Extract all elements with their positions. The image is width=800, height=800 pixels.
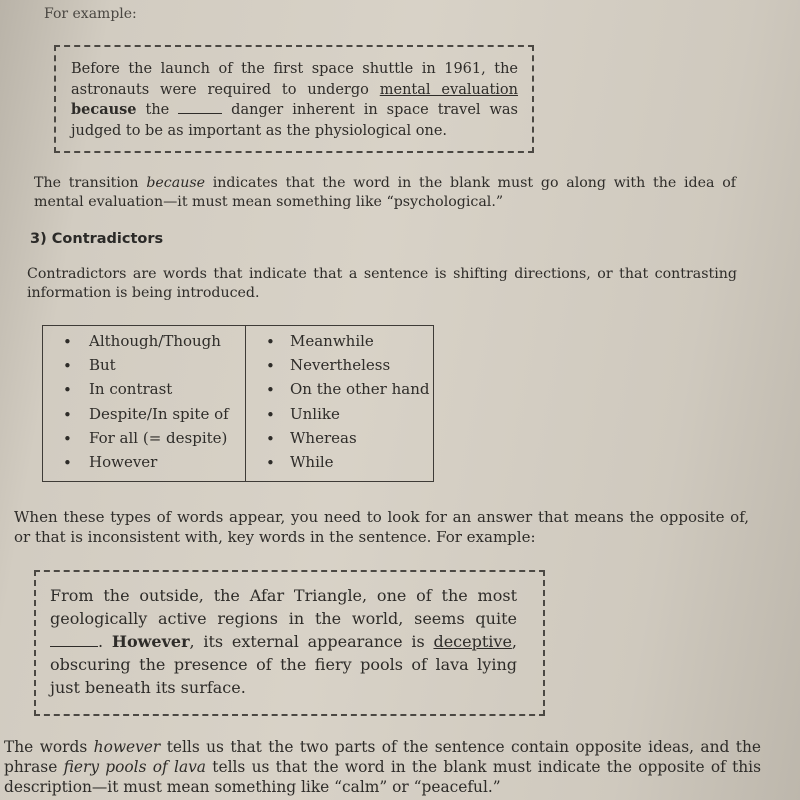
bullet-icon: • xyxy=(266,333,275,351)
box2-text-2: , its external appearance is xyxy=(189,632,434,651)
section-heading: 3) Contradictors xyxy=(30,231,164,247)
box2-underlined: deceptive xyxy=(433,632,512,651)
word: While xyxy=(290,453,334,472)
explanation-paragraph-3: When these types of words appear, you need to look for an answer that means the opposite of, or that is inconsistent with, key words in the sentence. For example: xyxy=(14,508,749,546)
box2-text-3: , obscuring the presence of the fiery pools of lava lying just beneath its surface. xyxy=(50,632,517,697)
example-box-2 xyxy=(34,570,545,716)
word: But xyxy=(89,356,116,375)
list-item xyxy=(43,450,245,474)
example-lead: For example: xyxy=(44,6,137,22)
contradictor-word-table xyxy=(42,325,434,482)
word: Whereas xyxy=(290,428,357,447)
word: Despite/In spite of xyxy=(89,404,229,423)
bullet-icon: • xyxy=(266,381,275,400)
box2-period: . xyxy=(98,632,104,651)
bullet-icon: • xyxy=(63,381,72,400)
p4-a: The words xyxy=(4,738,94,756)
word: On the other hand xyxy=(290,380,430,399)
p1-a: The transition xyxy=(34,175,147,191)
bullet-icon: • xyxy=(266,429,275,448)
list-item xyxy=(246,377,433,401)
word: Nevertheless xyxy=(290,356,391,375)
box1-text-2: the xyxy=(136,102,179,118)
list-item xyxy=(246,329,433,353)
word: In contrast xyxy=(89,380,173,399)
list-item xyxy=(246,402,433,426)
contradictors-intro: Contradictors are words that indicate that a sentence is shifting directions, or that contrasting information is being introduced. xyxy=(27,266,737,301)
box1-text-3: danger inherent in space travel was judged to be as important as the physiological one. xyxy=(71,102,518,139)
word: Although/Though xyxy=(89,332,221,350)
p4-b: tells us that the two parts of the sentence contain opposite ideas, and the phrase xyxy=(4,738,761,776)
p4-italic-1: however xyxy=(93,738,161,756)
list-item xyxy=(246,450,433,474)
bullet-icon: • xyxy=(63,454,72,473)
box1-underlined: mental evaluation xyxy=(379,81,518,98)
bullet-icon: • xyxy=(63,429,72,448)
word: Meanwhile xyxy=(290,332,374,350)
list-item xyxy=(246,426,433,450)
bullet-icon: • xyxy=(266,405,275,424)
blank-line xyxy=(178,101,222,114)
word: However xyxy=(89,453,158,472)
box1-bold: because xyxy=(71,101,137,118)
word: Unlike xyxy=(290,404,340,423)
bullet-icon: • xyxy=(63,405,72,424)
bullet-icon: • xyxy=(266,454,275,473)
box1-text: Before the launch of the first space shuttle in 1961, the astronauts were required to undergo xyxy=(71,61,518,98)
box2-text: From the outside, the Afar Triangle, one of the most geologically active regions in the world, seems quite xyxy=(50,586,517,628)
list-item xyxy=(43,329,245,353)
word: For all (= despite) xyxy=(89,428,228,447)
example-box-1 xyxy=(54,45,534,153)
word-column-left xyxy=(43,326,246,481)
explanation-paragraph-1 xyxy=(34,174,736,211)
bullet-icon: • xyxy=(63,357,72,376)
explanation-paragraph-4 xyxy=(4,737,761,797)
p4-italic-2: fiery pools of lava xyxy=(63,758,206,776)
list-item xyxy=(43,402,245,426)
list-item xyxy=(246,353,433,377)
p1-italic: because xyxy=(146,175,206,191)
blank-line xyxy=(50,632,98,647)
word-column-right xyxy=(246,326,433,481)
box2-bold: However xyxy=(111,632,190,651)
bullet-icon: • xyxy=(63,333,72,351)
p1-b: indicates that the word in the blank must go along with the idea of mental evaluation—it must mean something like “psychological.” xyxy=(34,175,736,210)
bullet-icon: • xyxy=(266,357,275,376)
p4-c: tells us that the word in the blank must indicate the opposite of this description—it must mean something like “calm” or “peaceful.” xyxy=(4,758,761,796)
list-item xyxy=(43,377,245,401)
list-item xyxy=(43,353,245,377)
list-item xyxy=(43,426,245,450)
